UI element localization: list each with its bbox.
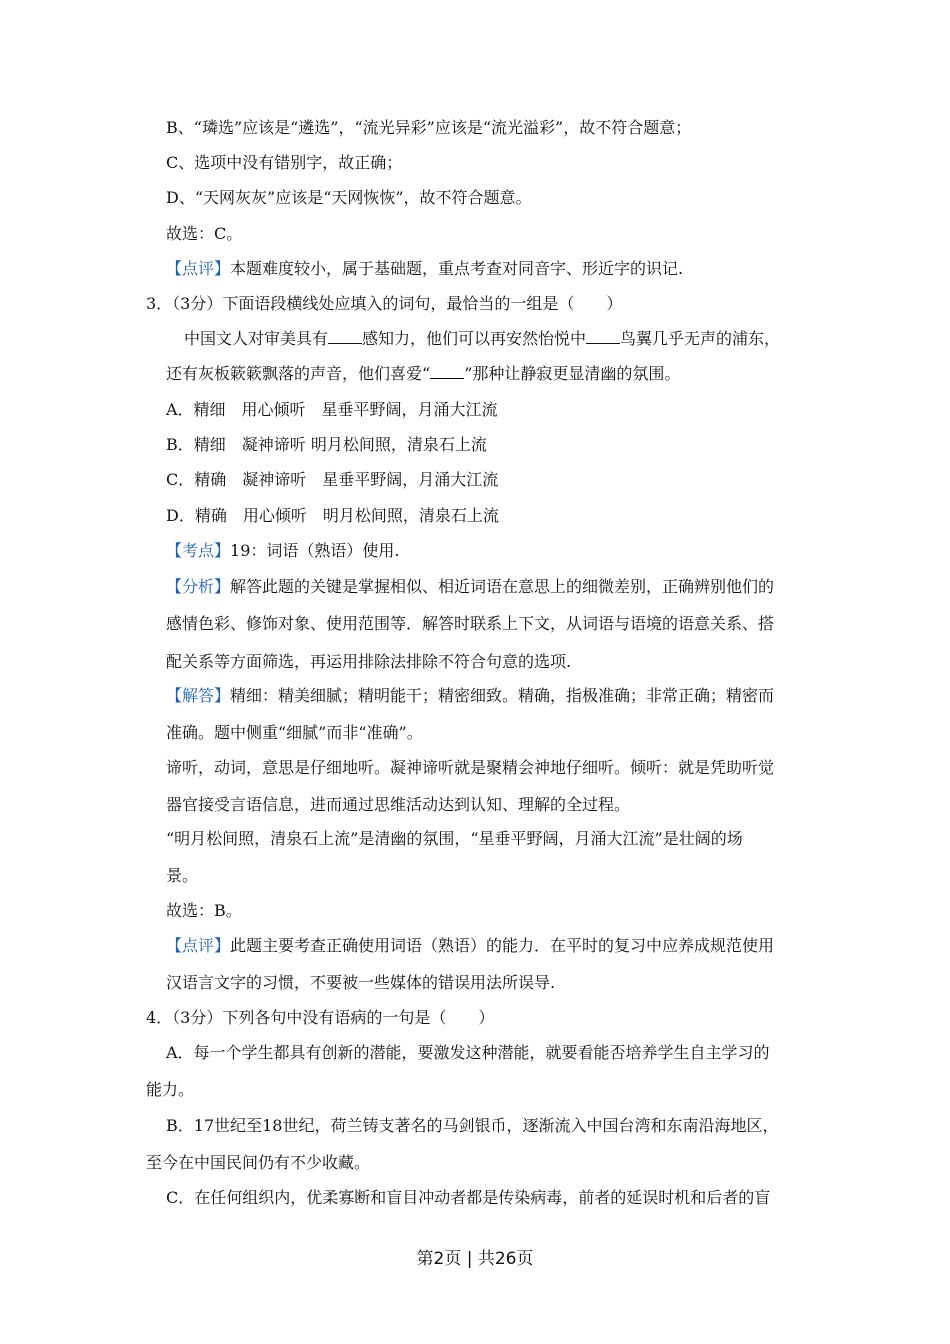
- jieda-tag: 【解答】: [166, 686, 231, 705]
- comment-line: [166, 259, 683, 279]
- jieda-line-1: [166, 686, 774, 706]
- comment-tag: 【点评】: [166, 259, 231, 278]
- q3-option-c: C．精确 凝神谛听 星垂平野阔，月涌大江流: [166, 470, 499, 489]
- q4-option-a-line-2: 能力。: [146, 1080, 195, 1099]
- fenxi-line-3: 配关系等方面筛选，再运用排除法排除不符合句意的选项.: [166, 652, 572, 671]
- q4-option-c-line-1: C．在任何组织内，优柔寡断和盲目冲动者都是传染病毒，前者的延误时机和后者的盲: [166, 1188, 771, 1207]
- jieda-text: 精细：精美细腻；精明能干；精密细致。精确，指极准确；非常正确；精密而: [230, 686, 775, 705]
- jieda-line-5: “明月松间照，清泉石上流”是清幽的氛围，“星垂平野阔，月涌大江流”是壮阔的场: [166, 829, 743, 848]
- q3-passage-line-2: [166, 364, 680, 384]
- q3-answer: 故选：B。: [166, 901, 242, 920]
- jieda-line-6: 景。: [166, 866, 199, 885]
- fenxi-tag: 【分析】: [166, 577, 231, 596]
- passage-text: 还有灰板簌簌飘落的声音，他们喜爱“: [166, 364, 431, 383]
- comment-text: 本题难度较小，属于基础题，重点考查对同音字、形近字的识记.: [230, 259, 684, 278]
- q4-option-b-line-2: 至今在中国民间仍有不少收藏。: [146, 1153, 371, 1172]
- passage-text: 感知力，他们可以再安然怡悦中: [362, 329, 587, 348]
- option-d-analysis: D、“天网灰灰”应该是“天网恢恢”，故不符合题意。: [166, 188, 532, 207]
- answer-line: 故选：C。: [166, 224, 243, 243]
- q3-option-b: B．精细 凝神谛听 明月松间照，清泉石上流: [166, 435, 487, 454]
- q4-option-b-line-1: B．17世纪至18世纪，荷兰铸支著名的马剑银币，逐渐流入中国台湾和东南沿海地区，: [166, 1116, 779, 1135]
- q3-comment-line-1: [166, 936, 774, 956]
- question-3-stem: 3．（3分）下面语段横线处应填入的词句，最恰当的一组是（ ）: [146, 294, 623, 313]
- kaodian-line: [166, 541, 399, 561]
- page-footer: 第2页 | 共26页: [416, 1249, 534, 1269]
- comment-text: 此题主要考查正确使用词语（熟语）的能力．在平时的复习中应养成规范使用: [230, 936, 775, 955]
- option-b-analysis: B、“璘选”应该是“遴选”，“流光异彩”应该是“流光溢彩”，故不符合题意；: [166, 118, 692, 137]
- q3-option-a: A．精细 用心倾听 星垂平野阔，月涌大江流: [166, 400, 498, 419]
- fenxi-text: 解答此题的关键是掌握相似、相近词语在意思上的细微差别，正确辨别他们的: [230, 577, 775, 596]
- passage-text: 中国文人对审美具有: [184, 329, 329, 348]
- blank-2: [586, 329, 620, 344]
- kaodian-text: 19：词语（熟语）使用.: [230, 541, 400, 560]
- q4-option-a-line-1: A．每一个学生都具有创新的潜能，要激发这种潜能，就要看能否培养学生自主学习的: [166, 1043, 770, 1062]
- blank-3: [430, 364, 464, 379]
- kaodian-tag: 【考点】: [166, 541, 231, 560]
- fenxi-line-2: 感情色彩、修饰对象、使用范围等．解答时联系上下文，从词语与语境的语意关系、搭: [166, 614, 775, 633]
- jieda-line-2: 准确。题中侧重“细腻”而非“准确”。: [166, 723, 423, 742]
- q3-comment-line-2: 汉语言文字的习惯，不要被一些媒体的错误用法所误导.: [166, 973, 556, 992]
- blank-1: [328, 329, 362, 344]
- option-c-analysis: C、选项中没有错别字，故正确；: [166, 153, 403, 172]
- passage-text: 鸟翼几乎无声的浦东，: [620, 329, 781, 348]
- jieda-line-3: 谛听，动词，意思是仔细地听。凝神谛听就是聚精会神地仔细听。倾听：就是凭助听觉: [166, 758, 775, 777]
- q3-passage-line-1: [184, 329, 780, 349]
- comment-tag: 【点评】: [166, 936, 231, 955]
- jieda-line-4: 器官接受言语信息，进而通过思维活动达到认知、理解的全过程。: [166, 795, 631, 814]
- fenxi-line-1: [166, 577, 774, 597]
- question-4-stem: 4．（3分）下列各句中没有语病的一句是（ ）: [146, 1008, 495, 1027]
- passage-text: ”那种让静寂更显清幽的氛围。: [464, 364, 681, 383]
- q3-option-d: D．精确 用心倾听 明月松间照，清泉石上流: [166, 506, 499, 525]
